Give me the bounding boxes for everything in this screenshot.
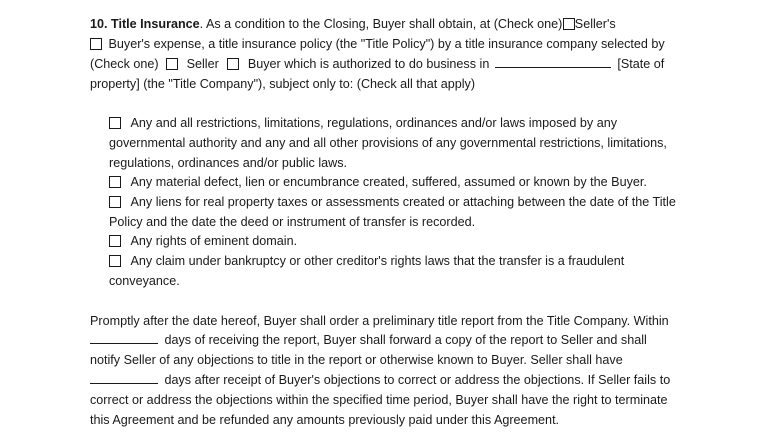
- eminent-domain-checkbox[interactable]: [109, 235, 121, 247]
- seller-select-checkbox[interactable]: [166, 58, 178, 70]
- exception-item-bankruptcy: [109, 253, 624, 269]
- report-line-4: [90, 372, 670, 388]
- buyer-expense-checkbox[interactable]: [90, 38, 102, 50]
- report-line-5: correct or address the objections within the specified time period, Buyer shall have the right to terminate: [90, 393, 668, 407]
- state-blank[interactable]: [495, 56, 611, 68]
- cure-days-blank[interactable]: [90, 372, 158, 384]
- exception-item-tax-liens: [109, 194, 676, 210]
- restrictions-checkbox[interactable]: [109, 117, 121, 129]
- material-defect-text: Any material defect, lien or encumbrance created, suffered, assumed or known by the Buyer.: [130, 175, 647, 189]
- check-one-label: (Check one): [90, 57, 159, 71]
- seller-expense-label: Seller's: [574, 17, 616, 31]
- restrictions-text: Any and all restrictions, limitations, regulations, ordinances and/or laws imposed by any: [130, 116, 618, 130]
- report-text-2: days of receiving the report, Buyer shall forward a copy of the report to Seller and shall: [164, 333, 647, 347]
- report-line-1: Promptly after the date hereof, Buyer shall order a preliminary title report from the Title Company. Within: [90, 314, 669, 328]
- review-days-blank[interactable]: [90, 332, 158, 344]
- tax-liens-text-2: Policy and the date the deed or instrument of transfer is recorded.: [109, 215, 476, 229]
- bankruptcy-text-2: conveyance.: [109, 274, 180, 288]
- bankruptcy-text: Any claim under bankruptcy or other creditor's rights laws that the transfer is a fraudulent: [130, 254, 625, 268]
- section-title: Title Insurance: [111, 17, 200, 31]
- material-defect-checkbox[interactable]: [109, 176, 121, 188]
- intro-text-1: . As a condition to the Closing, Buyer shall obtain, at (Check one): [199, 17, 563, 31]
- intro-text-2: Buyer's expense, a title insurance policy (the "Title Policy") by a title insurance company selected by: [108, 37, 665, 51]
- intro-line-3: [90, 56, 664, 72]
- state-label: [State of: [617, 57, 665, 71]
- seller-select-label: Seller: [186, 57, 219, 71]
- report-line-3: notify Seller of any objections to title in the report or otherwise known to Buyer. Seller shall have: [90, 353, 623, 367]
- report-line-6: this Agreement and be refunded any amounts previously paid under this Agreement.: [90, 413, 560, 427]
- bankruptcy-checkbox[interactable]: [109, 255, 121, 267]
- restrictions-text-2: governmental authority and any and all other provisions of any governmental restrictions, limitations,: [109, 136, 667, 150]
- buyer-select-label: Buyer which is authorized to do business in: [247, 57, 490, 71]
- seller-expense-checkbox[interactable]: [563, 18, 575, 30]
- tax-liens-text: Any liens for real property taxes or assessments created or attaching between the date of the Title: [130, 195, 676, 209]
- intro-line-4: property] (the "Title Company"), subject only to: (Check all that apply): [90, 77, 476, 91]
- exception-item-material-defect: [109, 174, 647, 190]
- exception-item-restrictions: [109, 115, 617, 131]
- eminent-domain-text: Any rights of eminent domain.: [130, 234, 298, 248]
- intro-line-1: [90, 16, 616, 32]
- tax-liens-checkbox[interactable]: [109, 196, 121, 208]
- exception-item-eminent-domain: [109, 233, 297, 249]
- restrictions-text-3: regulations, ordinances and/or public laws.: [109, 156, 348, 170]
- report-text-4: days after receipt of Buyer's objections to correct or address the objections. If Seller fails to: [164, 373, 671, 387]
- buyer-select-checkbox[interactable]: [227, 58, 239, 70]
- report-line-2: [90, 332, 647, 348]
- section-number: 10.: [90, 17, 108, 31]
- intro-line-2: [90, 36, 665, 52]
